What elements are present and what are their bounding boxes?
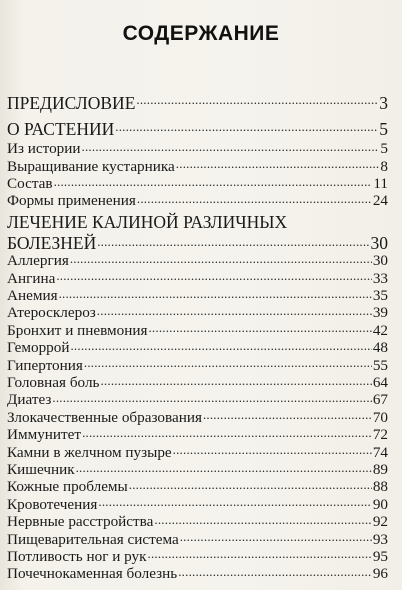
toc-page-number: 92 (372, 513, 388, 531)
toc-page-number: 64 (372, 373, 388, 391)
toc-label: Потливость ног и рук (7, 547, 147, 565)
toc-page-number: 30 (372, 252, 388, 270)
toc-section-plant (7, 118, 388, 139)
dot-leader (82, 138, 380, 153)
toc-entry (7, 155, 388, 175)
toc-page-number: 72 (372, 426, 388, 444)
toc-entry (7, 407, 388, 424)
toc-page-number: 3 (379, 92, 388, 113)
toc-page-number: 48 (372, 339, 388, 357)
dot-leader (76, 459, 372, 474)
toc-page-number: 74 (372, 443, 388, 461)
toc-page-number: 90 (372, 495, 388, 513)
toc-label: Бронхит и пневмония (7, 321, 148, 339)
toc-page-number: 95 (372, 547, 388, 565)
toc-label: Иммунитет (7, 426, 82, 444)
toc-entry (7, 546, 388, 563)
toc-entry (7, 441, 388, 461)
toc-page-number: 11 (373, 174, 388, 192)
toc-label: Диатез (7, 391, 52, 409)
toc-page-number: 8 (380, 157, 388, 175)
toc-label: Анемия (7, 287, 58, 305)
toc-label: Камни в желчном пузыре (7, 443, 172, 461)
toc-label: Формы применения (7, 192, 136, 210)
toc-label: Кожные проблемы (7, 478, 128, 496)
dot-leader (154, 511, 371, 526)
toc-label-line2: БОЛЕЗНЕЙ (7, 232, 97, 253)
toc-label: Гипертония (7, 356, 83, 374)
toc-label: Атеросклероз (7, 304, 96, 322)
toc-label: ПРЕДИСЛОВИЕ (7, 92, 136, 113)
toc-entry (7, 511, 388, 531)
dot-leader (70, 337, 371, 352)
toc-page-number: 5 (380, 140, 388, 158)
toc-entry (7, 389, 388, 409)
dot-leader (115, 118, 378, 136)
page-title: СОДЕРЖАНИЕ (122, 22, 280, 45)
dot-leader (203, 407, 372, 422)
toc-page-number: 55 (372, 356, 388, 374)
toc-entry (7, 372, 388, 389)
toc-entry (7, 476, 388, 496)
dot-leader (97, 231, 369, 249)
show-through-text (280, 4, 400, 94)
toc-page-number: 88 (372, 478, 388, 496)
toc-page-number: 35 (372, 287, 388, 305)
dot-leader (84, 354, 372, 369)
dot-leader (70, 250, 372, 265)
dot-leader (56, 267, 371, 282)
toc-section-treatment-line2 (7, 231, 388, 253)
toc-label: Кишечник (7, 460, 75, 478)
toc-page-number: 42 (372, 321, 388, 339)
toc-label: Из истории (7, 140, 81, 158)
toc-page-number: 30 (370, 232, 388, 253)
dot-leader (178, 563, 372, 578)
toc-label: Состав (7, 174, 53, 192)
table-of-contents (7, 91, 388, 583)
dot-leader (137, 190, 372, 205)
toc-entry (7, 138, 388, 158)
toc-entry (7, 320, 388, 337)
toc-label: Головная боль (7, 373, 100, 391)
toc-label: О РАСТЕНИИ (7, 119, 115, 139)
toc-entry (7, 302, 388, 322)
toc-section-preface (7, 91, 388, 112)
toc-page-number: 96 (372, 565, 388, 583)
toc-page-number: 93 (372, 530, 388, 548)
dot-leader (98, 494, 371, 509)
toc-entry (7, 190, 388, 210)
dot-leader (148, 546, 372, 561)
dot-leader (176, 155, 380, 170)
dot-leader (148, 320, 371, 335)
toc-label: Пищеварительная система (7, 530, 179, 548)
toc-entry (7, 285, 388, 305)
toc-entry (7, 459, 388, 476)
dot-leader (180, 528, 372, 543)
toc-entry (7, 528, 388, 548)
toc-label: Почечнокаменная болезнь (7, 565, 178, 583)
dot-leader (97, 302, 372, 317)
toc-page-number: 39 (372, 304, 388, 322)
dot-leader (100, 372, 371, 387)
toc-entry (7, 494, 388, 511)
toc-page-number: 70 (372, 408, 388, 426)
toc-entry (7, 337, 388, 357)
toc-label: Геморрой (7, 339, 70, 357)
toc-entry (7, 354, 388, 374)
toc-label: Выращивание кустарника (7, 157, 175, 175)
toc-label: Злокачественные образования (7, 408, 202, 426)
toc-entry (7, 250, 388, 270)
toc-label: Аллергия (7, 252, 69, 270)
dot-leader (136, 91, 378, 109)
dot-leader (59, 285, 372, 300)
toc-page-number: 67 (372, 391, 388, 409)
toc-label-line1: ЛЕЧЕНИЕ КАЛИНОЙ РАЗЛИЧНЫХ (7, 211, 288, 232)
toc-section-treatment (7, 213, 388, 251)
toc-entry (7, 424, 388, 444)
dot-leader (54, 173, 373, 188)
toc-entry (7, 563, 388, 583)
toc-page-number: 24 (372, 192, 388, 210)
toc-entry (7, 267, 388, 287)
toc-label: Нервные расстройства (7, 513, 154, 531)
toc-page-number: 89 (372, 460, 388, 478)
toc-page-number: 33 (372, 269, 388, 287)
dot-leader (129, 476, 372, 491)
toc-page-number: 5 (379, 119, 388, 139)
dot-leader (82, 424, 372, 439)
dot-leader (52, 389, 371, 404)
toc-label: Ангина (7, 269, 56, 287)
toc-entry (7, 173, 388, 190)
dot-leader (173, 441, 372, 456)
toc-label: Кровотечения (7, 495, 98, 513)
